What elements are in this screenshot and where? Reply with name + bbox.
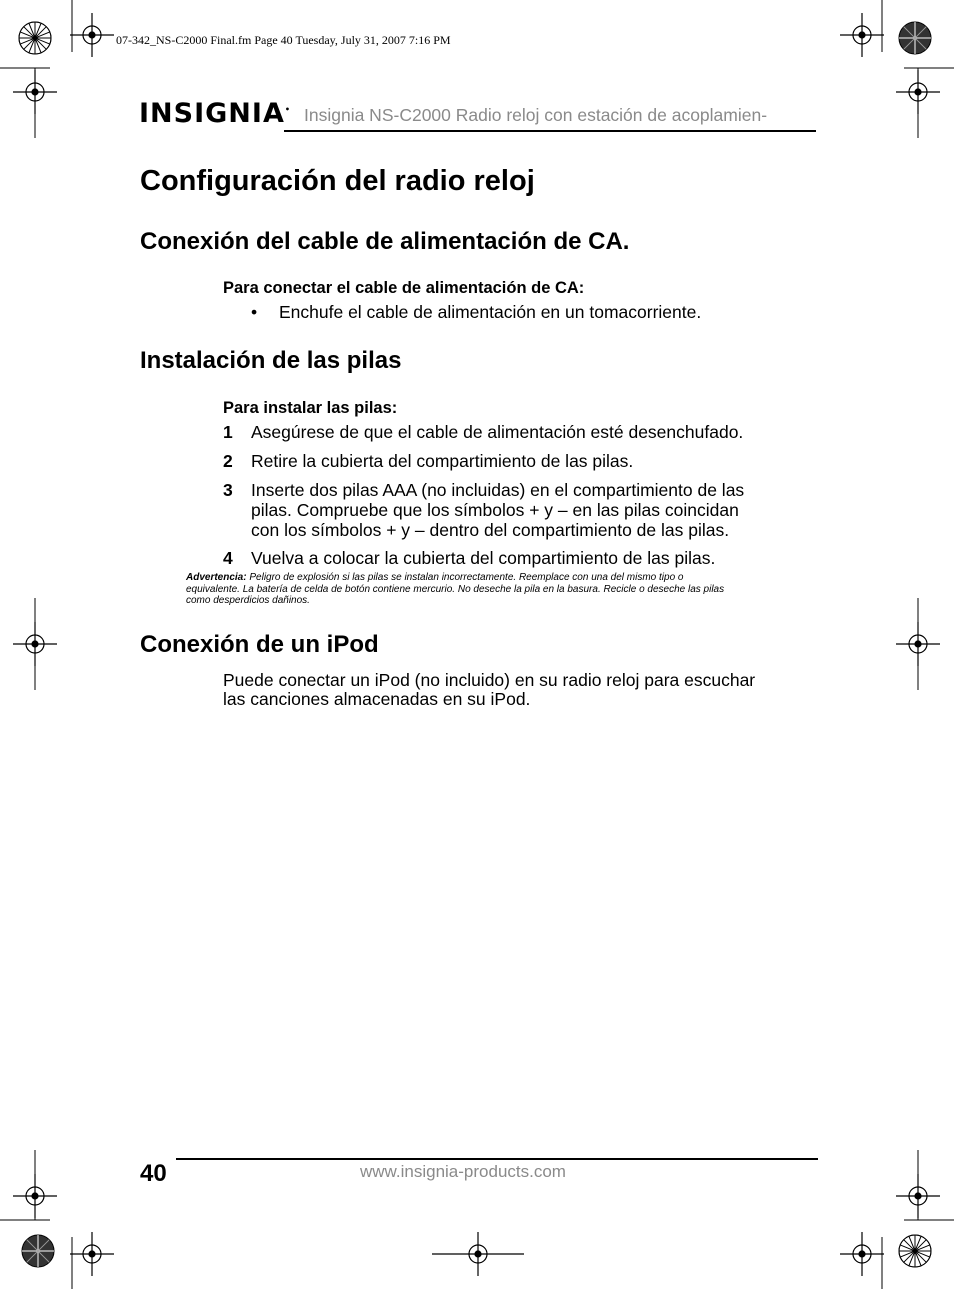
step-text: Inserte dos pilas AAA (no incluidas) en el compartimiento de las [251,480,745,500]
step-text: pilas. Compruebe que los símbolos + y – en las pilas coincidan [251,500,739,520]
heading-ipod: Conexión de un iPod [140,631,379,658]
warning-label: Advertencia: [186,572,247,583]
step-text: con los símbolos + y – dentro del compartimiento de las pilas. [251,520,730,540]
header-rule [284,130,816,132]
ipod-text: Puede conectar un iPod (no incluido) en su radio reloj para escuchar [223,670,756,690]
step-number: 4 [223,548,233,568]
warning-line: equivalente. La batería de celda de botón contiene mercurio. No deseche la pila en la basura. Recicle o deseche las pilas [186,583,725,595]
lead-batteries: Para instalar las pilas: [223,399,398,417]
bullet-item-ac: Enchufe el cable de alimentación en un tomacorriente. [279,302,702,322]
brand-name: INSIGNIA [139,98,285,129]
step-number: 2 [223,451,233,471]
header-title: Insignia NS-C2000 Radio reloj con estación de acoplamien- [304,105,768,125]
brand-trademark: • [284,105,290,114]
step-text: Vuelva a colocar la cubierta del compartimiento de las pilas. [251,548,716,568]
ipod-text: las canciones almacenadas en su iPod. [223,689,531,709]
step-text: Retire la cubierta del compartimiento de las pilas. [251,451,634,471]
warning-text: Peligro de explosión si las pilas se instalan incorrectamente. Reemplace con una del mismo tipo o [249,572,684,583]
footer-rule [176,1158,818,1160]
brand-logo [139,98,290,129]
page-title: Configuración del radio reloj [140,165,535,197]
footer-url: www.insignia-products.com [360,1162,566,1181]
step-text: Asegúrese de que el cable de alimentación esté desenchufado. [251,422,744,442]
lead-ac-power: Para conectar el cable de alimentación de CA: [223,279,585,297]
warning-note [186,572,826,607]
warning-line: como desperdicios dañinos. [186,595,310,606]
heading-ac-power: Conexión del cable de alimentación de CA. [140,228,630,255]
slug-line: 07-342_NS-C2000 Final.fm Page 40 Tuesday, July 31, 2007 7:16 PM [116,33,451,47]
page-number: 40 [140,1160,167,1187]
step-number: 3 [223,480,233,500]
step-number: 1 [223,422,233,442]
heading-batteries: Instalación de las pilas [140,347,402,374]
warning-line [186,572,826,584]
bullet-marker: • [251,302,258,322]
